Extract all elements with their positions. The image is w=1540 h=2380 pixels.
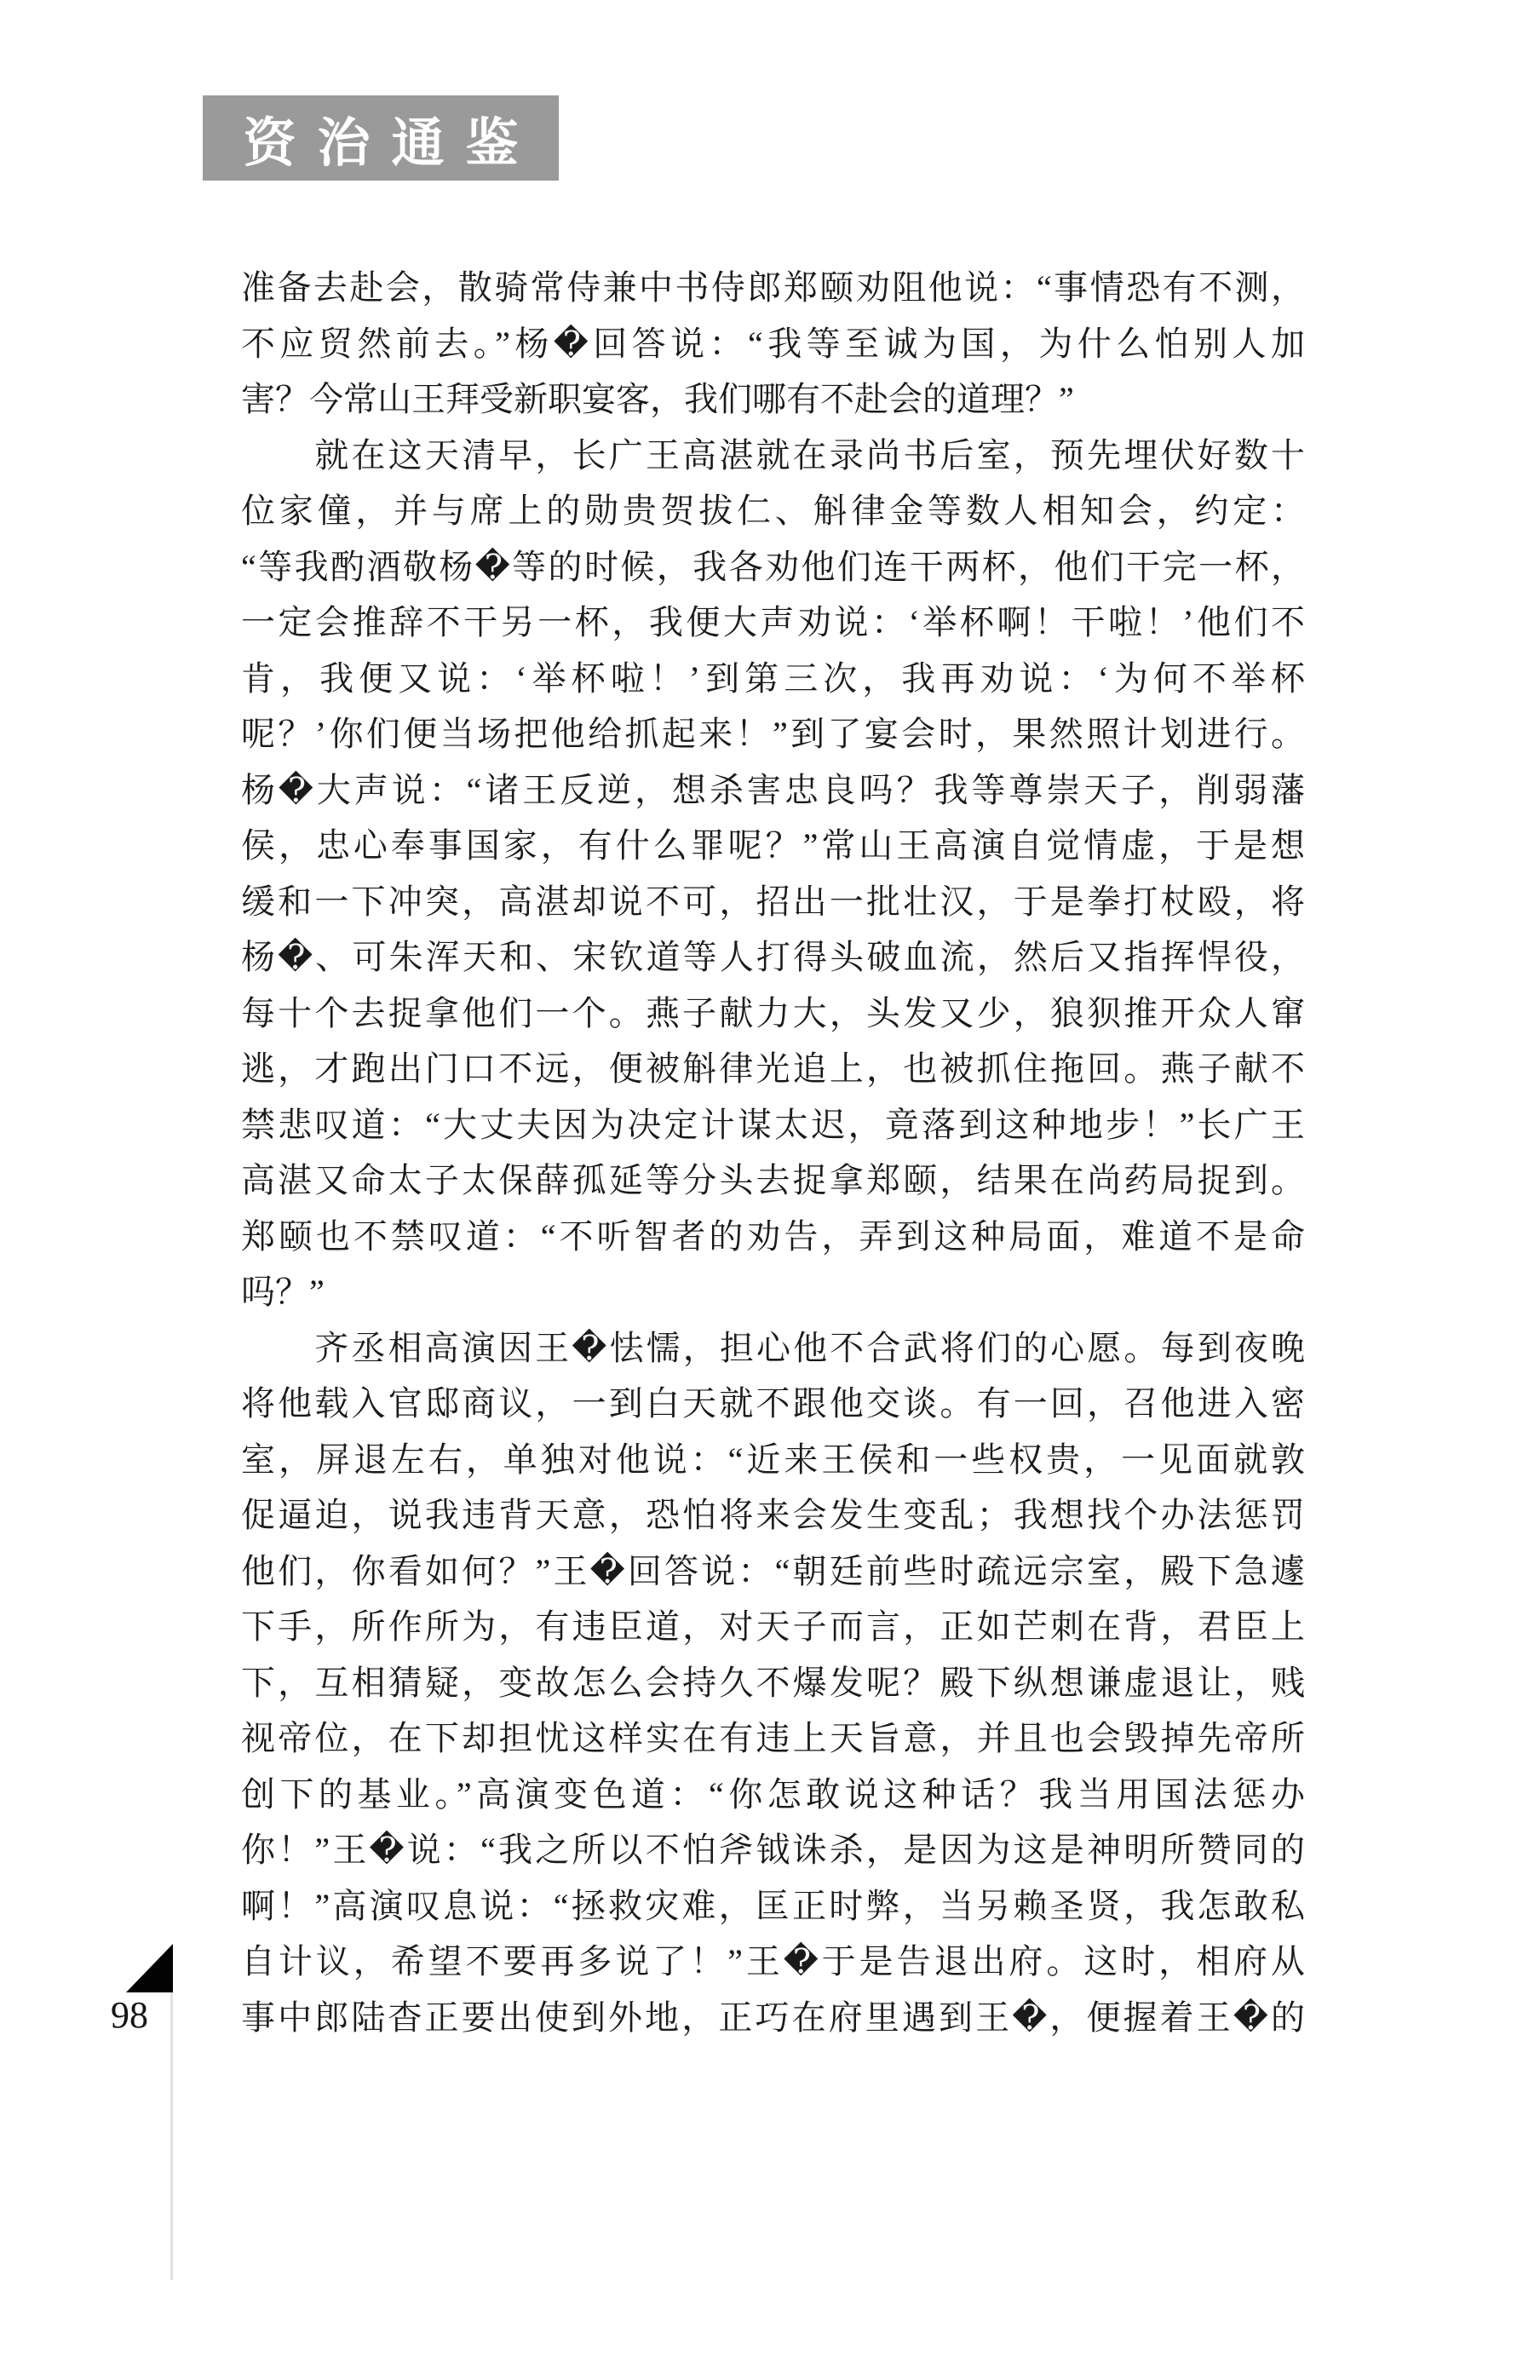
body-text-line: 下手，所作所为，有违臣道，对天子而言，正如芒刺在背，君臣上	[241, 1607, 1305, 1646]
body-text-line: “等我酌酒敬杨�等的时候，我各劝他们连干两杯，他们干完一杯，	[241, 547, 1305, 586]
body-text-line: 你！”王�说：“我之所以不怕斧钺诛杀，是因为这是神明所赞同的	[241, 1831, 1305, 1869]
body-text-line: 不应贸然前去。”杨�回答说：“我等至诚为国，为什么怕别人加	[241, 324, 1305, 363]
body-text-line: 郑颐也不禁叹道：“不听智者的劝告，弄到这种局面，难道不是命	[241, 1216, 1305, 1256]
body-text-line: 啊！”高演叹息说：“拯救灾难，匡正时弊，当另赖圣贤，我怎敢私	[241, 1886, 1305, 1925]
body-text-line: 每十个去捉拿他们一个。燕子献力大，头发又少，狼狈推开众人窜	[241, 993, 1305, 1032]
body-text-line: 呢？’你们便当场把他给抓起来！”到了宴会时，果然照计划进行。	[241, 715, 1305, 753]
body-text-line: 高湛又命太子太保薛孤延等分头去捉拿郑颐，结果在尚药局捉到。	[241, 1161, 1305, 1199]
body-text-line: 视帝位，在下却担忧这样实在有违上天旨意，并且也会毁掉先帝所	[241, 1719, 1305, 1757]
body-text-line: 逃，才跑出门口不远，便被斛律光追上，也被抓住拖回。燕子献不	[241, 1049, 1305, 1088]
body-text-line: 害？今常山王拜受新职宴客，我们哪有不赴会的道理？”	[241, 380, 1074, 418]
body-text-line: 准备去赴会，散骑常侍兼中书侍郎郑颐劝阻他说：“事情恐有不测，	[241, 268, 1305, 307]
body-text-line: 将他载入官邸商议，一到白天就不跟他交谈。有一回，召他进入密	[241, 1384, 1305, 1423]
body-text-line: 禁悲叹道：“大丈夫因为决定计谋太迟，竟落到这种地步！”长广王	[241, 1105, 1305, 1144]
body-text-line: 缓和一下冲突，高湛却说不可，招出一批壮汉，于是拳打杖殴，将	[241, 882, 1305, 921]
book-title-banner	[203, 95, 559, 181]
body-text-line: 齐丞相高演因王�怯懦，担心他不合武将们的心愿。每到夜晚	[241, 1328, 1305, 1367]
body-text-line: 侯，忠心奉事国家，有什么罪呢？”常山王高演自觉情虚，于是想	[241, 826, 1305, 865]
page-number: 98	[111, 1994, 148, 2036]
body-text-line: 自计议，希望不要再多说了！”王�于是告退出府。这时，相府从	[241, 1942, 1305, 1980]
body-text-line: 杨�、可朱浑天和、宋钦道等人打得头破血流，然后又指挥悍役，	[241, 938, 1305, 976]
body-text-line: 一定会推辞不干另一杯，我便大声劝说：‘举杯啊！干啦！’他们不	[241, 603, 1305, 641]
body-text-line: 杨�大声说：“诸王反逆，想杀害忠良吗？我等尊崇天子，削弱藩	[241, 770, 1305, 809]
body-text-line: 他们，你看如何？”王�回答说：“朝廷前些时疏远宗室，殿下急遽	[241, 1551, 1305, 1590]
body-text-line: 就在这天清早，长广王高湛就在录尚书后室，预先埋伏好数十	[241, 435, 1305, 474]
body-text-line: 位家僮，并与席上的勋贵贺拔仁、斛律金等数人相知会，约定：	[241, 492, 1305, 530]
body-text-line: 创下的基业。”高演变色道：“你怎敢说这种话？我当用国法惩办	[241, 1774, 1305, 1814]
margin-rule	[170, 1992, 173, 2280]
body-text-line: 事中郎陆杳正要出使到外地，正巧在府里遇到王�，便握着王�的	[241, 1998, 1305, 2037]
body-text-line: 肯，我便又说：‘举杯啦！’到第三次，我再劝说：‘为何不举杯	[241, 658, 1305, 698]
body-text-line: 促逼迫，说我违背天意，恐怕将来会发生变乱；我想找个办法惩罚	[241, 1496, 1305, 1534]
body-text-line: 下，互相猜疑，变故怎么会持久不爆发呢？殿下纵想谦虚退让，贱	[241, 1663, 1305, 1702]
body-text-line: 室，屏退左右，单独对他说：“近来王侯和一些权贵，一见面就敦	[241, 1440, 1305, 1479]
body-text-block	[241, 260, 1305, 2045]
book-title: 资治通鉴	[243, 111, 540, 174]
body-text-line: 吗？”	[241, 1273, 325, 1311]
corner-triangle-marker	[126, 1944, 173, 1992]
